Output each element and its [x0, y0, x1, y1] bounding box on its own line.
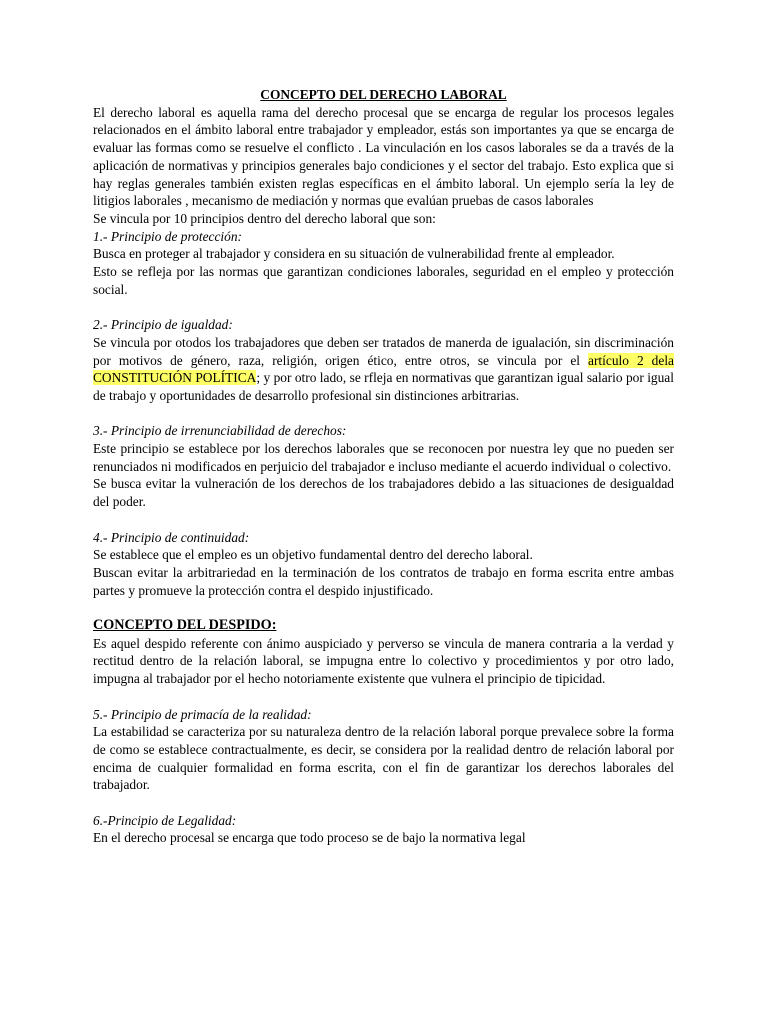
principle-2-heading: 2.- Principio de igualdad:: [93, 317, 233, 333]
principle-6-paragraph: En el derecho procesal se encarga que todo proceso se de bajo la normativa legal: [93, 830, 526, 846]
document-page: [93, 86, 674, 847]
principle-5-paragraph: La estabilidad se caracteriza por su naturaleza dentro de la relación laboral porque prevalece sobre la forma de como se establece contractualmente, es decir, se considera por la realidad dentro de relación laboral por encima de cualquier formalidad en forma escrita, con el fin de garantizar los derechos laborales del trabajador.: [93, 724, 674, 793]
principles-intro: Se vincula por 10 principios dentro del derecho laboral que son:: [93, 210, 436, 226]
principle-3-paragraph-1: Este principio se establece por los derechos laborales que se reconocen por nuestra ley que no pueden ser renunciados ni modificados en perjuicio del trabajador e incluso mediante el acuerdo individual o colectivo.: [93, 441, 674, 474]
spacer: [93, 794, 674, 812]
principle-2-text-before: Se vincula por otodos los trabajadores que deben ser tratados de manerda de igualación, sin discriminación por motivos de género, raza, religión, origen ético, entre otros, se vincula por el: [93, 334, 674, 368]
spacer: [93, 599, 674, 617]
principle-1-heading: 1.- Principio de protección:: [93, 228, 242, 244]
principle-1-paragraph-1: Busca en proteger al trabajador y considera en su situación de vulnerabilidad frente al empleador.: [93, 246, 615, 262]
principle-4-paragraph-1: Se establece que el empleo es un objetivo fundamental dentro del derecho laboral.: [93, 547, 533, 563]
principle-3-paragraph-2: Se busca evitar la vulneración de los derechos de los trabajadores debido a las situaciones de desigualdad del poder.: [93, 476, 674, 510]
highlighted-article-reference: artículo 2 dela CONSTITUCIÓN POLÍTICA: [93, 352, 674, 386]
principle-4-heading: 4.- Principio de continuidad:: [93, 529, 250, 545]
principle-4-paragraph-2: Buscan evitar la arbitrariedad en la terminación de los contratos de trabajo en forma escrita entre ambas partes y promueve la protección contra el despido injustificado.: [93, 564, 674, 598]
principle-2-paragraph-1: [93, 334, 674, 405]
despido-paragraph: Es aquel despido referente con ánimo auspiciado y perverso se vincula de manera contraria a la verdad y rectitud dentro de la relación laboral, se impugna entre lo colectivo y procedimientos y por otro lado, impugna al trabajador por el hecho notoriamente existente que vulnera el principio de tipicidad.: [93, 635, 674, 687]
principle-3-heading: 3.- Principio de irrenunciabilidad de derechos:: [93, 423, 347, 439]
principle-1-paragraph-2: Esto se refleja por las normas que garantizan condiciones laborales, seguridad en el empleo y protección social.: [93, 264, 674, 297]
spacer: [93, 298, 674, 316]
principle-5-heading: 5.- Principio de primacía de la realidad:: [93, 706, 312, 722]
spacer: [93, 511, 674, 529]
principle-6-heading: 6.-Principio de Legalidad:: [93, 812, 237, 828]
document-title: CONCEPTO DEL DERECHO LABORAL: [260, 87, 507, 102]
despido-heading: CONCEPTO DEL DESPIDO:: [93, 617, 277, 634]
intro-paragraph: El derecho laboral es aquella rama del derecho procesal que se encarga de regular los procesos legales relacionados en el ámbito laboral entre trabajador y empleador, estás son importantes ya que se encarga de evaluar las formas como se resuelve el conflicto . La vinculación en los casos laborales se da a través de la aplicación de normativas y principios generales bajo condiciones y el sector del trabajo. Esto explica que si hay reglas generales también existen reglas específicas en el ámbito laboral. Un ejemplo sería la ley de litigios laborales , mecanismo de mediación y normas que evalúan pruebas de casos laborales: [93, 104, 674, 209]
spacer: [93, 688, 674, 706]
principle-2-text-after: ; y por otro lado, se rfleja en normativas que garantizan igual salario por igual de trabajo y oportunidades de desarrollo profesional sin distinciones arbitrarias.: [93, 370, 674, 403]
spacer: [93, 405, 674, 423]
